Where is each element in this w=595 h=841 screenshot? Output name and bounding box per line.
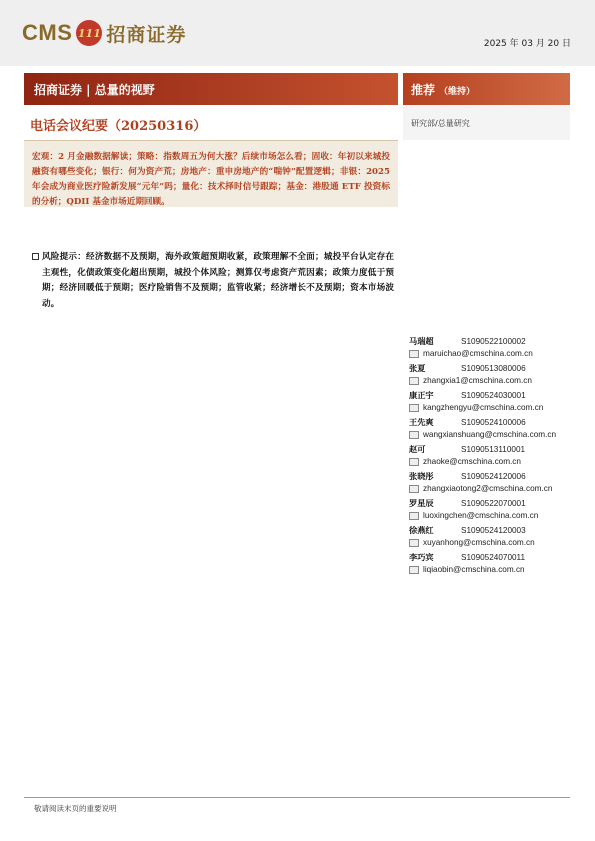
footer-divider [24, 797, 570, 798]
analyst-email-row [409, 429, 574, 440]
analyst-email[interactable]: zhangxiaotong2@cmschina.com.cn [423, 484, 553, 493]
analyst-email-row [409, 456, 574, 467]
mail-icon [409, 566, 419, 574]
analyst-row [409, 470, 574, 483]
risk-warning [32, 250, 394, 312]
analyst-email-row [409, 483, 574, 494]
risk-text: 风险提示：经济数据不及预期，海外政策超预期收紧，政策理解不全面；城投平台认定存在主观性，化债政策变化超出预期，城投个体风险；测算仅考虑资产荒因素；政策力度低于预期；经济回暖低于预期；医疗险销售不及预期；监管收紧；经济增长不及预期；资本市场波动。 [42, 252, 394, 309]
analyst-row [409, 416, 574, 429]
logo-cms-text: CMS [22, 20, 73, 45]
analyst-email-row [409, 510, 574, 521]
analyst-email-row [409, 537, 574, 548]
analyst-license: S1090524070011 [461, 553, 526, 562]
analyst-email-row [409, 375, 574, 386]
report-subtitle: 电话会议纪要（20250316） [30, 119, 207, 134]
analyst-email[interactable]: wangxianshuang@cmschina.com.cn [423, 430, 557, 439]
analyst-name: 徐燕红 [409, 525, 434, 535]
analyst-item [409, 470, 574, 494]
rating-bar [403, 73, 570, 105]
analyst-license: S1090513110001 [461, 445, 526, 454]
rating-title [411, 81, 475, 98]
analyst-email-row [409, 564, 574, 575]
analyst-email-row [409, 402, 574, 413]
analyst-name: 康正宇 [409, 390, 434, 400]
analyst-item [409, 551, 574, 575]
analyst-item [409, 389, 574, 413]
analyst-name: 罗星辰 [409, 498, 434, 508]
analyst-row [409, 524, 574, 537]
analyst-email[interactable]: luoxingchen@cmschina.com.cn [423, 511, 539, 520]
analyst-name: 张晓彤 [409, 471, 434, 481]
checkbox-bullet-icon [32, 253, 39, 260]
page-header [0, 0, 595, 66]
analyst-name: 张夏 [409, 363, 426, 373]
analyst-email[interactable]: liqiaobin@cmschina.com.cn [423, 565, 525, 574]
rating-label: 推荐 [411, 83, 436, 97]
analyst-license: S1090513080006 [461, 364, 526, 373]
analyst-item [409, 362, 574, 386]
mail-icon [409, 377, 419, 385]
analyst-email[interactable]: zhaoke@cmschina.com.cn [423, 457, 521, 466]
analyst-license: S1090524030001 [461, 391, 526, 400]
mail-icon [409, 350, 419, 358]
analyst-license: S1090522070001 [461, 499, 526, 508]
mail-icon [409, 404, 419, 412]
analyst-row [409, 551, 574, 564]
footer-note: 敬请阅读末页的重要说明 [34, 804, 117, 813]
analyst-row [409, 389, 574, 402]
analyst-email[interactable]: maruichao@cmschina.com.cn [423, 349, 533, 358]
analyst-license: S1090524120006 [461, 472, 526, 481]
analyst-email[interactable]: zhangxia1@cmschina.com.cn [423, 376, 532, 385]
column-title-bar [24, 73, 398, 105]
analyst-row [409, 335, 574, 348]
mail-icon [409, 431, 419, 439]
analyst-row [409, 362, 574, 375]
analyst-name: 王先爽 [409, 417, 434, 427]
analyst-name: 赵可 [409, 444, 426, 454]
analyst-item [409, 335, 574, 359]
column-title: 招商证券 | 总量的视野 [34, 83, 155, 97]
analyst-email[interactable]: kangzhengyu@cmschina.com.cn [423, 403, 544, 412]
analyst-name: 李巧宾 [409, 552, 434, 562]
abstract-text: 宏观：2 月金融数据解读；策略：指数周五为何大涨？后续市场怎么看；固收：年初以来城投融资有哪些变化；银行：何为资产荒；房地产：重申房地产的“喘钟”配置逻辑；非银：2025 年会成为商业医疗险新发展“元年”吗；量化：技术择时信号跟踪；基金：港股通 ETF 投资标的分析；QDII 基金市场近期回顾。 [32, 152, 390, 207]
mail-icon [409, 458, 419, 466]
company-logo [22, 18, 186, 48]
analyst-name: 马瑞超 [409, 336, 434, 346]
report-date: 2025 年 03 月 20 日 [483, 39, 571, 49]
abstract-box [24, 140, 398, 207]
mail-icon [409, 485, 419, 493]
analyst-license: S1090524120003 [461, 526, 526, 535]
analyst-row [409, 497, 574, 510]
analyst-item [409, 416, 574, 440]
rating-value: （维持） [439, 87, 476, 97]
dept-label: 研究部/总量研究 [411, 119, 470, 128]
analyst-item [409, 497, 574, 521]
mail-icon [409, 512, 419, 520]
analyst-item [409, 524, 574, 548]
analyst-license: S1090522100002 [461, 337, 526, 346]
dept-panel [403, 105, 570, 140]
mail-icon [409, 539, 419, 547]
analyst-list [409, 335, 574, 578]
analyst-email[interactable]: xuyanhong@cmschina.com.cn [423, 538, 535, 547]
analyst-item [409, 443, 574, 467]
logo-cn-text: 招商证券 [106, 23, 187, 46]
analyst-email-row [409, 348, 574, 359]
logo-mark-icon: 111 [76, 20, 102, 46]
analyst-row [409, 443, 574, 456]
analyst-license: S1090524100006 [461, 418, 526, 427]
